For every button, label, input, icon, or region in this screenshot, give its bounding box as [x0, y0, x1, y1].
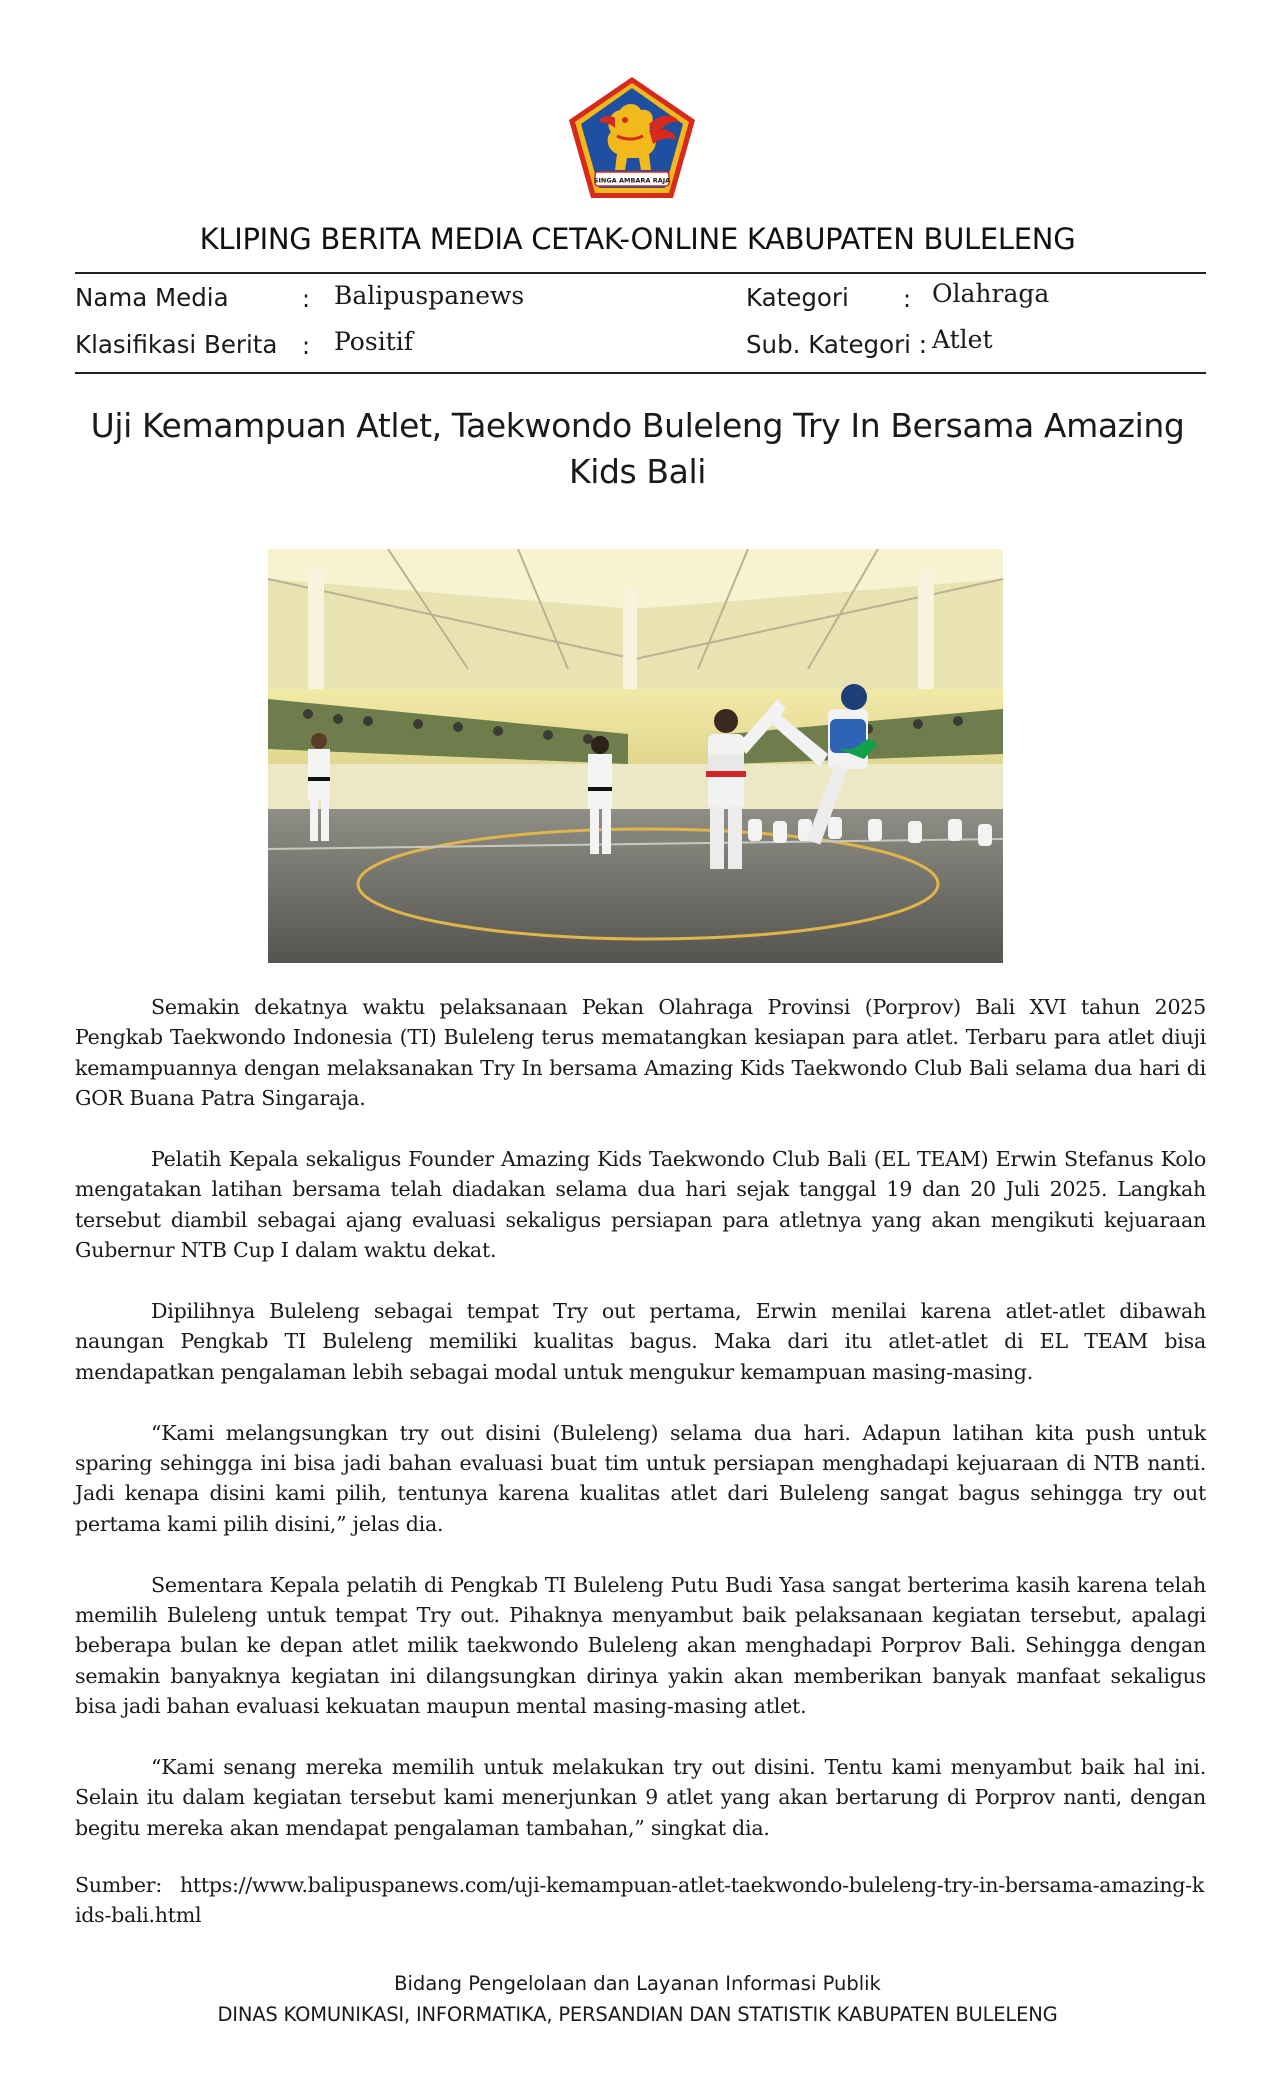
nama-media-value: Balipuspanews: [334, 281, 525, 310]
klasifikasi-value: Positif: [334, 327, 413, 356]
header-rule-top: [75, 272, 1206, 274]
sub-kategori-value: Atlet: [932, 325, 993, 354]
source-url-link[interactable]: https://www.balipuspanews.com/uji-kemampuan-atlet-taekwondo-buleleng-try-in-bersama-amazing-kids-bali.html: [75, 1873, 1205, 1928]
kategori-value: Olahraga: [932, 279, 1050, 308]
article-paragraph-5: Sementara Kepala pelatih di Pengkab TI Buleleng Putu Budi Yasa sangat berterima kasih karena telah memilih Buleleng untuk tempat Try out. Pihaknya menyambut baik pelaksanaan kegiatan tersebut, apalagi beberapa bulan ke depan atlet milik taekwondo Buleleng akan menghadapi Porprov Bali. Sehingga dengan semakin banyaknya kegiatan ini dilangsungkan dirinya yakin akan memberikan banyak manfaat sekaligus bisa jadi bahan evaluasi kekuatan maupun mental masing-masing atlet.: [75, 1572, 1206, 1719]
klasifikasi-colon: :: [302, 332, 311, 360]
buleleng-logo: [565, 74, 700, 204]
kategori-label: Kategori: [746, 283, 849, 312]
footer-division: Bidang Pengelolaan dan Layanan Informasi Publik: [394, 1972, 881, 1995]
footer-department: DINAS KOMUNIKASI, INFORMATIKA, PERSANDIAN DAN STATISTIK KABUPATEN BULELENG: [217, 2003, 1058, 2026]
article-headline: Uji Kemampuan Atlet, Taekwondo Buleleng Try In Bersama Amazing Kids Bali: [90, 406, 1185, 491]
article-source: [75, 1870, 1206, 1931]
article-body: [75, 992, 1206, 1874]
header-rule-bottom: [75, 372, 1206, 374]
nama-media-colon: :: [302, 285, 311, 313]
nama-media-label: Nama Media: [75, 283, 229, 312]
article-paragraph-1: Semakin dekatnya waktu pelaksanaan Pekan Olahraga Provinsi (Porprov) Bali XVI tahun 2025 Pengkab Taekwondo Indonesia (TI) Buleleng terus mematangkan kesiapan para atlet. Terbaru para atlet diuji kemampuannya dengan melaksanakan Try In bersama Amazing Kids Taekwondo Club Bali selama dua hari di GOR Buana Patra Singaraja.: [75, 995, 1206, 1111]
taekwondo-sparring-photo-icon: [268, 549, 1003, 963]
kategori-colon: :: [903, 285, 912, 313]
article-paragraph-2: Pelatih Kepala sekaligus Founder Amazing Kids Taekwondo Club Bali (EL TEAM) Erwin Stefanus Kolo mengatakan latihan bersama telah diadakan selama dua hari sejak tanggal 19 dan 20 Juli 2025. Langkah tersebut diambil sebagai ajang evaluasi sekaligus persiapan para atletnya yang akan mengikuti kejuaraan Gubernur NTB Cup I dalam waktu dekat.: [75, 1147, 1206, 1263]
sub-kategori-label: Sub. Kategori :: [746, 330, 927, 359]
klasifikasi-label: Klasifikasi Berita: [75, 330, 278, 359]
kliping-title: KLIPING BERITA MEDIA CETAK-ONLINE KABUPATEN BULELENG: [199, 222, 1076, 256]
article-paragraph-4: “Kami melangsungkan try out disini (Buleleng) selama dua hari. Adapun latihan kita push untuk sparing sehingga ini bisa jadi bahan evaluasi buat tim untuk persiapan menghadapi kejuaraan di NTB nanti. Jadi kenapa disini kami pilih, tentunya karena kualitas atlet dari Buleleng sangat bagus sehingga try out pertama kami pilih disini,” jelas dia.: [75, 1420, 1206, 1536]
article-photo: [268, 549, 1003, 963]
source-label: Sumber:: [75, 1873, 162, 1897]
article-paragraph-6: “Kami senang mereka memilih untuk melakukan try out disini. Tentu kami menyambut baik hal ini. Selain itu dalam kegiatan tersebut kami menerjunkan 9 atlet yang akan bertarung di Porprov nanti, dengan begitu mereka akan mendapat pengalaman tambahan,” singkat dia.: [75, 1755, 1206, 1840]
singa-ambara-raja-emblem-icon: [565, 74, 700, 204]
article-paragraph-3: Dipilihnya Buleleng sebagai tempat Try out pertama, Erwin menilai karena atlet-atlet dibawah naungan Pengkab TI Buleleng memiliki kualitas bagus. Maka dari itu atlet-atlet di EL TEAM bisa mendapatkan pengalaman lebih sebagai modal untuk mengukur kemampuan masing-masing.: [75, 1299, 1206, 1384]
logo-motto: SINGA AMBARA RAJA: [593, 176, 671, 185]
